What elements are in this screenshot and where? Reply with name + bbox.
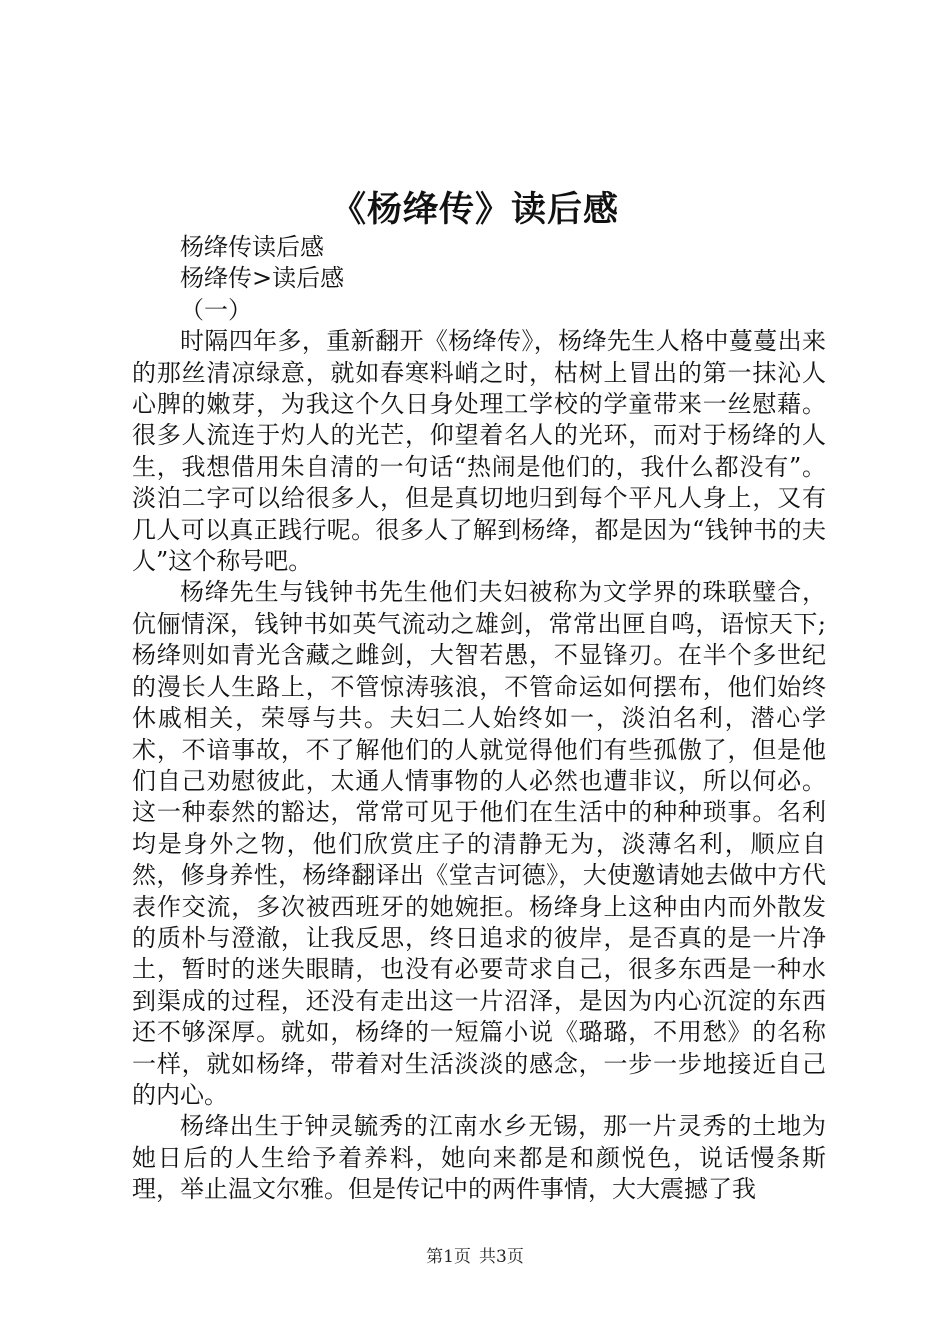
- paragraph: 杨绛先生与钱钟书先生他们夫妇被称为文学界的珠联璧合，伉俪情深，钱钟书如英气流动之雄剑，常常出匣自鸣，语惊天下;杨绛则如青光含藏之雌剑，大智若愚，不显锋刃。在半个多世纪的漫长人生路上，不管惊涛骇浪，不管命运如何摆布，他们始终休戚相关，荣辱与共。夫妇二人始终如一，淡泊名利，潜心学术，不谙事故，不了解他们的人就觉得他们有些孤傲了，但是他们自己劝慰彼此，太通人情事物的人必然也遭非议，所以何必。这一种泰然的豁达，常常可见于他们在生活中的种种琐事。名利均是身外之物，他们欣赏庄子的清静无为，淡薄名利，顺应自然，修身养性，杨绛翻译出《堂吉诃德》，大使邀请她去做中方代表作交流，多次被西班牙的她婉拒。杨绛身上这种由内而外散发的质朴与澄澈，让我反思，终日追求的彼岸，是否真的是一片净土，暂时的迷失眼睛，也没有必要苛求自己，很多东西是一种水到渠成的过程，还没有走出这一片沼泽，是因为内心沉淀的东西还不够深厚。就如，杨绛的一短篇小说《璐璐，不用愁》的名称一样，就如杨绛，带着对生活淡淡的感念，一步一步地接近自己的内心。: [132, 578, 826, 1109]
- document-body: [132, 232, 826, 1206]
- subtitle-line: 杨绛传读后感: [180, 233, 324, 261]
- page-footer: [0, 1242, 950, 1267]
- page-number: 第1页: [426, 1247, 471, 1267]
- section-number: （一）: [180, 295, 252, 324]
- paragraph: 杨绛出生于钟灵毓秀的江南水乡无锡，那一片灵秀的土地为她日后的人生给予着养料，她向来都是和颜悦色，说话慢条斯理，举止温文尔雅。但是传记中的两件事情，大大震撼了我: [132, 1112, 826, 1204]
- subtitle-line: 杨绛传>读后感: [180, 264, 345, 293]
- paragraph: 时隔四年多，重新翻开《杨绛传》，杨绛先生人格中蔓蔓出来的那丝清凉绿意，就如春寒料峭之时，枯树上冒出的第一抹沁人心脾的嫩芽，为我这个久日身处理工学校的学童带来一丝慰藉。很多人流连于灼人的光芒，仰望着名人的光环，而对于杨绛的人生，我想借用朱自清的一句话“热闹是他们的，我什么都没有”。淡泊二字可以给很多人，但是真切地归到每个平凡人身上，又有几人可以真正践行呢。很多人了解到杨绛，都是因为“钱钟书的夫人”这个称号吧。: [132, 327, 826, 576]
- document-title: 《杨绛传》读后感: [330, 189, 619, 230]
- page-total: 共3页: [479, 1247, 524, 1267]
